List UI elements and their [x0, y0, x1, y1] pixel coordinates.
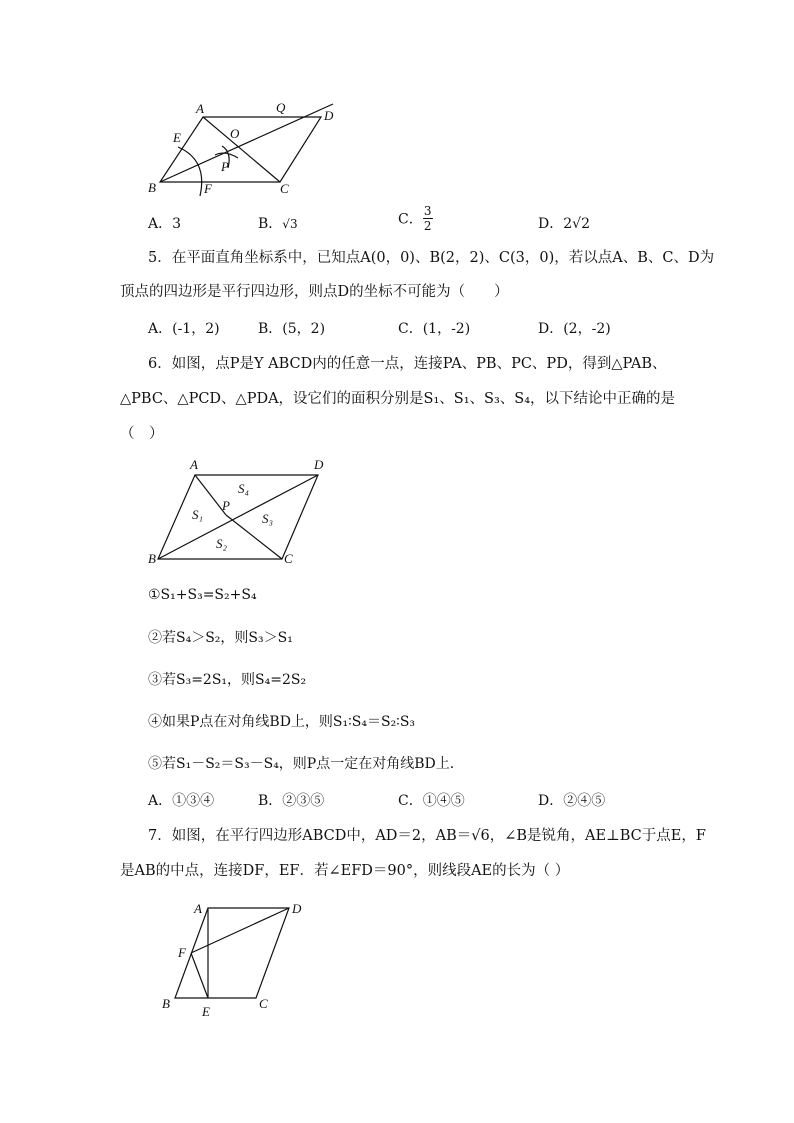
- q6-line1: 6．如图，点P是Y ABCD内的任意一点，连接PA、PB、PC、PD，得到△PAB、: [148, 356, 667, 372]
- q7-line1: 7．如图，在平行四边形ABCD中，AD＝2，AB＝√6，∠B是锐角，AE⊥BC于点E，F: [148, 828, 706, 844]
- q5-line1: 5．在平面直角坐标系中，已知点A(0，0)、B(2，2)、C(3，0)，若以点A、B、C、D为: [148, 250, 715, 266]
- q5-option-b: B．(5，2): [258, 321, 326, 337]
- label-a: A: [194, 901, 202, 916]
- q4-option-c-prefix: C．: [398, 211, 423, 228]
- q5-option-d: D．(2，-2): [538, 321, 611, 337]
- label-d: D: [314, 457, 324, 472]
- q4-option-b-value: √3: [282, 217, 298, 231]
- label-o: O: [230, 126, 240, 141]
- label-b: B: [162, 996, 170, 1011]
- label-c: C: [284, 551, 293, 566]
- label-c: C: [259, 996, 268, 1011]
- label-e: E: [173, 130, 181, 145]
- q5-option-c: C．(1，-2): [398, 321, 471, 337]
- q6-statement-1: ①S₁+S₃=S₂+S₄: [148, 587, 257, 603]
- q4-option-a: A．3: [148, 216, 182, 232]
- label-s4: S₄: [238, 481, 250, 496]
- label-q: Q: [276, 100, 286, 115]
- label-d: D: [292, 901, 302, 916]
- q6-line3: （ ）: [120, 426, 164, 442]
- q4-option-d-value: 2√2: [563, 216, 590, 232]
- label-s2: S₂: [216, 536, 228, 551]
- label-c: C: [280, 181, 289, 196]
- q6-line2: △PBC、△PCD、△PDA，设它们的面积分别是S₁、S₁、S₃、S₄，以下结论中正确的是: [120, 391, 676, 407]
- q4-option-c-num: 3: [423, 204, 432, 218]
- label-e: E: [202, 1004, 210, 1019]
- label-f: F: [178, 945, 186, 960]
- label-p: P: [221, 159, 229, 174]
- q7-line2: 是AB的中点，连接DF，EF．若∠EFD＝90°，则线段AE的长为（ ）: [120, 863, 570, 879]
- q6-option-a: A．①③④: [148, 793, 215, 809]
- label-f: F: [204, 181, 212, 196]
- label-a: A: [190, 457, 198, 472]
- label-s3: S₃: [262, 511, 274, 526]
- label-b: B: [148, 551, 156, 566]
- q4-option-c-den: 2: [423, 219, 432, 233]
- q4-option-b-prefix: B．: [258, 216, 283, 232]
- q6-option-b: B．②③⑤: [258, 793, 325, 809]
- q6-statement-3: ③若S₃=2S₁，则S₄=2S₂: [148, 672, 307, 688]
- q6-statement-2: ②若S₄＞S₂，则S₃＞S₁: [148, 630, 293, 646]
- label-s1: S₁: [192, 507, 204, 522]
- q4-option-d-prefix: D．: [538, 216, 564, 232]
- q5-line2: 顶点的四边形是平行四边形，则点D的坐标不可能为（ ）: [120, 284, 509, 300]
- q6-statement-5: ⑤若S₁－S₂＝S₃－S₄，则P点一定在对角线BD上．: [148, 756, 464, 772]
- label-d: D: [324, 108, 334, 123]
- q6-statement-4: ④如果P点在对角线BD上，则S₁∶S₄＝S₂∶S₃: [148, 714, 416, 730]
- q6-option-d: D．②④⑤: [538, 793, 606, 809]
- label-b: B: [148, 180, 156, 195]
- label-a: A: [196, 101, 204, 116]
- q6-option-c: C．①④⑤: [398, 793, 465, 809]
- line-fe: [191, 953, 208, 998]
- label-p: P: [222, 498, 230, 513]
- q5-option-a: A．(-1，2): [148, 321, 220, 337]
